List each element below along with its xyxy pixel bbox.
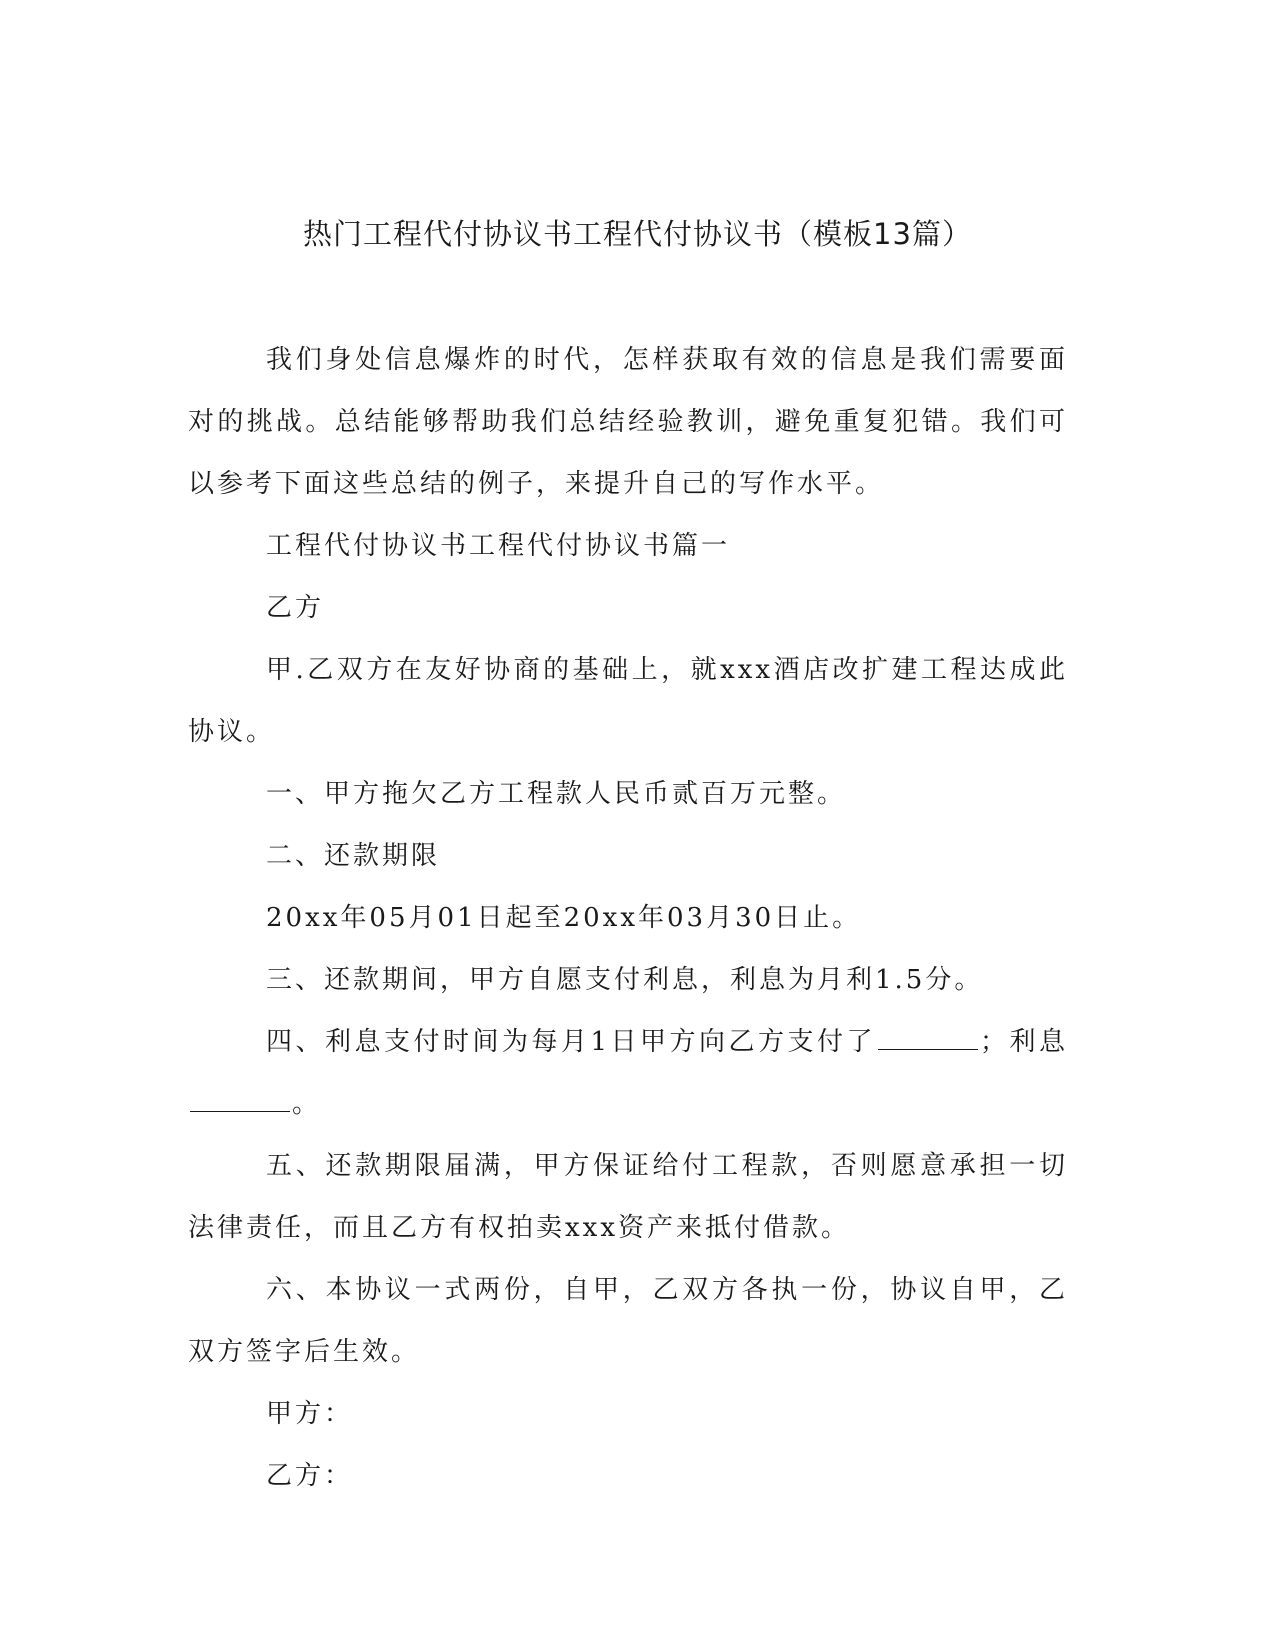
clause-4 (188, 1011, 1068, 1135)
clause-4-text: 四、利息支付时间为每月1日甲方向乙方支付了 (266, 1027, 876, 1057)
clause-4-end: 。 (292, 1089, 322, 1119)
document-body (188, 329, 1068, 1507)
payment-blank (878, 1026, 978, 1050)
signature-party-b: 乙方： (266, 1461, 354, 1491)
interest-blank (190, 1088, 290, 1112)
clause-6: 六、本协议一式两份，自甲，乙双方各执一份，协议自甲，乙双方签字后生效。 (188, 1275, 1068, 1367)
document-title: 热门工程代付协议书工程代付协议书（模板13篇） (303, 217, 972, 251)
clause-5: 五、还款期限届满，甲方保证给付工程款，否则愿意承担一切法律责任，而且乙方有权拍卖xxx资产来抵付借款。 (188, 1151, 1068, 1243)
clause-4-interest-label: ；利息 (980, 1027, 1068, 1057)
preamble-paragraph: 甲.乙双方在友好协商的基础上，就xxx酒店改扩建工程达成此协议。 (188, 655, 1068, 747)
clause-2: 二、还款期限 (266, 841, 441, 871)
section-heading: 工程代付协议书工程代付协议书篇一 (266, 531, 731, 561)
party-b-heading: 乙方 (266, 593, 325, 623)
intro-paragraph: 我们身处信息爆炸的时代，怎样获取有效的信息是我们需要面对的挑战。总结能够帮助我们总结经验教训，避免重复犯错。我们可以参考下面这些总结的例子，来提升自己的写作水平。 (188, 345, 1068, 499)
clause-1: 一、甲方拖欠乙方工程款人民币贰百万元整。 (266, 779, 847, 809)
clause-3: 三、还款期间，甲方自愿支付利息，利息为月利1.5分。 (266, 965, 984, 995)
clause-2-period: 20xx年05月01日起至20xx年03月30日止。 (266, 903, 862, 933)
signature-party-a: 甲方： (266, 1399, 354, 1429)
